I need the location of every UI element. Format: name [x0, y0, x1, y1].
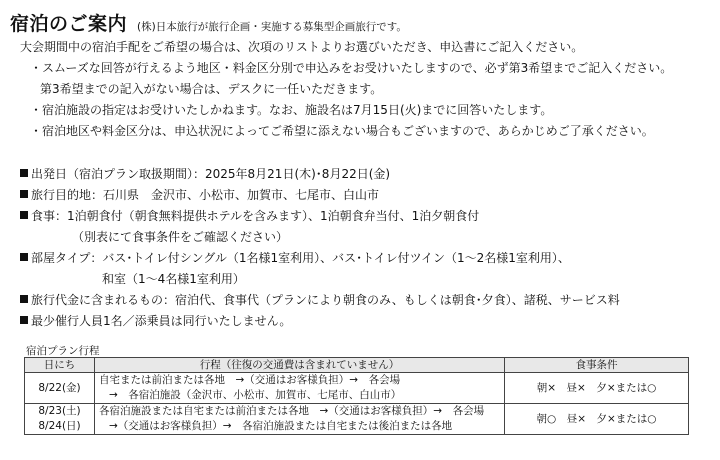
detail-meals-note: （別表にて食事条件をご確認ください） — [72, 230, 289, 244]
detail-departure-text: 出発日（宿泊プラン取扱期間）：2025年8月21日(木)･8月22日(金) — [31, 167, 391, 181]
detail-destination-text: 旅行目的地：石川県 金沢市、小松市、加賀市、七尾市、白山市 — [31, 188, 380, 202]
detail-departure — [20, 167, 390, 181]
row-date-text: 8/24(日) — [38, 420, 81, 432]
header-route: 行程（往復の交通費は含まれていません） — [95, 358, 505, 373]
table-row — [25, 404, 689, 435]
square-bullet-icon — [20, 316, 28, 324]
row-meals: 朝× 昼× 夕×または○ — [505, 373, 689, 404]
detail-minimum-text: 最少催行人員1名／添乗員は同行いたしません。 — [31, 314, 292, 328]
row-route — [95, 404, 505, 435]
itinerary-header-row — [25, 358, 689, 373]
intro-bullet-3: ・宿泊地区や料金区分は、申込状況によってご希望に添えない場合もございますので、あらかじめご了承ください。 — [30, 124, 654, 138]
square-bullet-icon — [20, 295, 28, 303]
square-bullet-icon — [20, 190, 28, 198]
detail-meals — [20, 209, 479, 223]
title-row — [10, 9, 407, 36]
square-bullet-icon — [20, 211, 28, 219]
header-date: 日にち — [25, 358, 95, 373]
intro-bullet-1: ・スムーズな回答が行えるよう地区・料金区分別で申込みをお受けいたしますので、必ず第3希望までご記入ください。 — [30, 61, 673, 75]
square-bullet-icon — [20, 253, 28, 261]
row-date — [25, 373, 95, 404]
detail-price-text: 旅行代金に含まれるもの：宿泊代、食事代（プランにより朝食のみ、もしくは朝食･夕食）、諸税、サービス料 — [31, 293, 620, 307]
intro-bullet-1-continued: 第3希望までの記入がない場合は、デスクに一任いただきます。 — [40, 82, 383, 96]
row-route-line-1: 自宅または前泊または各地 →（交通はお客様負担）→ 各会場 — [99, 374, 401, 386]
itinerary-caption: 宿泊プラン行程 — [26, 345, 100, 357]
page-title: 宿泊のご案内 — [10, 13, 128, 35]
intro-bullet-2: ・宿泊施設の指定はお受けいたしかねます。なお、施設名は7月15日(火)までに回答いたします。 — [30, 103, 553, 117]
intro-line: 大会期間中の宿泊手配をご希望の場合は、次項のリストよりお選びいただき、申込書にご記入ください。 — [20, 40, 584, 54]
row-date-text: 8/22(金) — [38, 381, 81, 394]
detail-price — [20, 293, 620, 307]
detail-rooms-continued: 和室（1～4名様1室利用） — [102, 272, 245, 286]
itinerary-table — [24, 357, 689, 435]
row-date-text: 8/23(土) — [38, 405, 81, 417]
organizer-note: (株)日本旅行が旅行企画・実施する募集型企画旅行です。 — [137, 21, 407, 33]
row-date — [25, 404, 95, 435]
detail-rooms — [20, 251, 570, 265]
row-route-line-2: → 各宿泊施設（金沢市、小松市、加賀市、七尾市、白山市） — [109, 389, 402, 401]
header-meals: 食事条件 — [505, 358, 689, 373]
row-meals: 朝○ 昼× 夕×または○ — [505, 404, 689, 435]
row-route-line-1: 各宿泊施設または自宅または前泊または各地 →（交通はお客様負担）→ 各会場 — [99, 405, 485, 417]
row-route-line-2: →（交通はお客様負担）→ 各宿泊施設または自宅または後泊または各地 — [109, 420, 453, 432]
detail-destination — [20, 188, 379, 202]
table-row — [25, 373, 689, 404]
detail-rooms-text: 部屋タイプ：バス･トイレ付シングル（1名様1室利用）、バス･トイレ付ツイン（1～2名様1室利用）、 — [31, 251, 570, 265]
detail-meals-text: 食事：1泊朝食付（朝食無料提供ホテルを含みます）、1泊朝食弁当付、1泊夕朝食付 — [31, 209, 480, 223]
row-route — [95, 373, 505, 404]
detail-minimum — [20, 314, 291, 328]
square-bullet-icon — [20, 169, 28, 177]
